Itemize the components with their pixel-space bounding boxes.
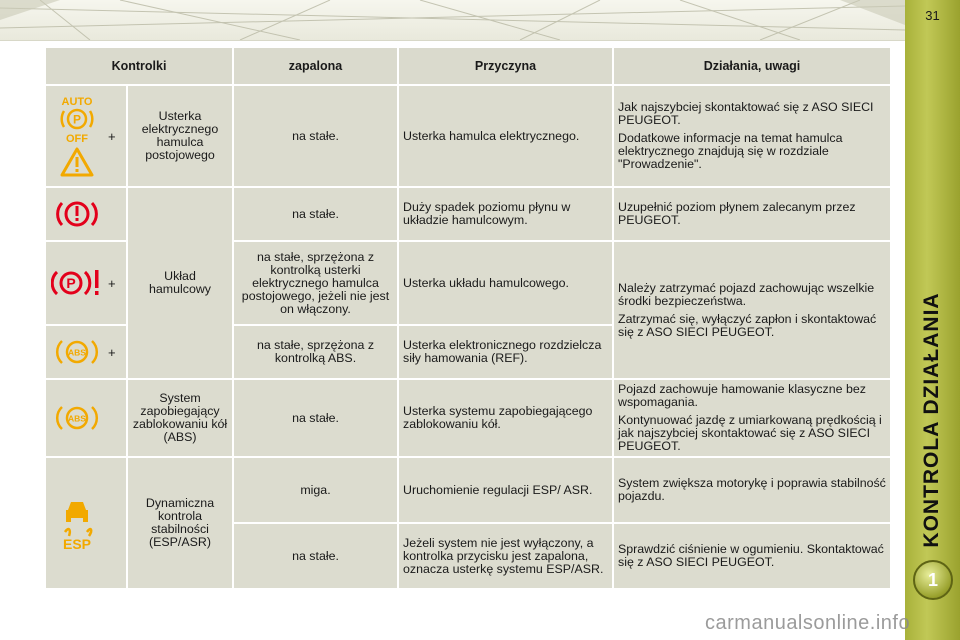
svg-text:ABS: ABS xyxy=(68,413,86,424)
brake-name: Układ hamulcowy xyxy=(128,188,232,378)
esp-icon-cell xyxy=(46,458,126,588)
decorative-lines xyxy=(0,0,905,40)
parking-icons-cell xyxy=(46,86,126,186)
header-kontrolki: Kontrolki xyxy=(46,48,232,84)
brake-action-2b: Zatrzymać się, wyłączyć zapłon i skontaktować się z ASO SIECI PEUGEOT. xyxy=(618,311,877,339)
esp-state-2: na stałe. xyxy=(234,524,397,588)
watermark: carmanualsonline.info xyxy=(705,612,911,634)
abs-state: na stałe. xyxy=(234,380,397,456)
brake-parking-icon-cell xyxy=(46,242,126,324)
brake-state-2: na stałe, sprzężona z kontrolką usterki elektrycznego hamulca postojowego, jeżeli nie jest on włączony. xyxy=(234,242,397,324)
parking-cause: Usterka hamulca elektrycznego. xyxy=(399,86,612,186)
table-row xyxy=(46,380,890,456)
brake-abs-icon-cell xyxy=(46,326,126,378)
page-number: 31 xyxy=(925,8,940,23)
brake-state-3: na stałe, sprzężona z kontrolką ABS. xyxy=(234,326,397,378)
esp-action-2: Sprawdzić ciśnienie w ogumieniu. Skontaktować się z ASO SIECI PEUGEOT. xyxy=(614,524,890,588)
esp-action-1: System zwiększa motorykę i poprawia stabilność pojazdu. xyxy=(614,458,890,522)
table-row xyxy=(46,86,890,186)
svg-text:ABS: ABS xyxy=(68,347,86,358)
chapter-badge: 1 xyxy=(913,560,953,600)
brake-icon-cell xyxy=(46,188,126,240)
brake-warning-icon xyxy=(55,197,99,231)
abs-icon-cell xyxy=(46,380,126,456)
svg-text:P: P xyxy=(66,275,76,291)
brake-cause-3: Usterka elektronicznego rozdzielcza siły hamowania (REF). xyxy=(399,326,612,378)
warning-triangle-icon xyxy=(60,147,94,177)
svg-text:OFF: OFF xyxy=(66,133,88,143)
abs-action-1: Pojazd zachowuje hamowanie klasyczne bez wspomagania. xyxy=(618,382,866,409)
plus-sign: + xyxy=(108,275,116,291)
header-dzialania: Działania, uwagi xyxy=(614,48,890,84)
header-przyczyna: Przyczyna xyxy=(399,48,612,84)
abs-action-2: Kontynuować jazdę z umiarkowaną prędkością i jak najszybciej skontaktować się z ASO SIECI PEUGEOT. xyxy=(618,413,882,453)
esp-cause-1: Uruchomienie regulacji ESP/ ASR. xyxy=(399,458,612,522)
abs-name: System zapobiegający zablokowaniu kół (ABS) xyxy=(128,380,232,456)
auto-parking-icon xyxy=(55,95,99,143)
brake-cause-1: Duży spadek poziomu płynu w układzie hamulcowym. xyxy=(399,188,612,240)
svg-text:ESP: ESP xyxy=(62,536,92,550)
header-band xyxy=(0,0,905,41)
brake-action-1: Uzupełnić poziom płynem zalecanym przez PEUGEOT. xyxy=(614,188,890,240)
abs-cause: Usterka systemu zapobiegającego zablokowaniu kół. xyxy=(399,380,612,456)
indicator-table xyxy=(44,46,892,590)
header-zapalona: zapalona xyxy=(234,48,397,84)
table-row xyxy=(46,458,890,522)
abs-icon xyxy=(55,402,99,434)
parking-action xyxy=(614,86,890,186)
parking-action-2: Dodatkowe informacje na temat hamulca elektrycznego znajdują się w rozdziale "Prowadzenie". xyxy=(618,131,843,171)
esp-state-1: miga. xyxy=(234,458,397,522)
esp-name: Dynamiczna kontrola stabilności (ESP/ASR) xyxy=(128,458,232,588)
parking-state: na stałe. xyxy=(234,86,397,186)
parking-name: Usterka elektrycznego hamulca postojowego xyxy=(128,86,232,186)
plus-sign: + xyxy=(108,128,116,144)
brake-cause-2: Usterka układu hamulcowego. xyxy=(399,242,612,324)
abs-icon xyxy=(55,336,99,368)
brake-state-1: na stałe. xyxy=(234,188,397,240)
table-row xyxy=(46,188,890,240)
svg-text:P: P xyxy=(72,112,82,127)
section-title: KONTROLA DZIAŁANIA xyxy=(920,292,943,548)
svg-text:AUTO: AUTO xyxy=(61,96,93,108)
brake-action-2a: Należy zatrzymać pojazd zachowując wszelkie środki bezpieczeństwa. xyxy=(618,280,875,308)
abs-action xyxy=(614,380,890,456)
brake-action-2 xyxy=(614,242,890,378)
table-header-row xyxy=(46,48,890,84)
esp-cause-2: Jeżeli system nie jest wyłączony, a kontrolka przycisku jest zapalona, oznacza usterkę systemu ESP/ASR. xyxy=(399,524,612,588)
parking-action-1: Jak najszybciej skontaktować się z ASO SIECI PEUGEOT. xyxy=(618,100,874,127)
esp-skid-icon xyxy=(57,496,97,550)
plus-sign: + xyxy=(108,344,116,360)
parking-brake-fault-icon xyxy=(51,266,103,300)
